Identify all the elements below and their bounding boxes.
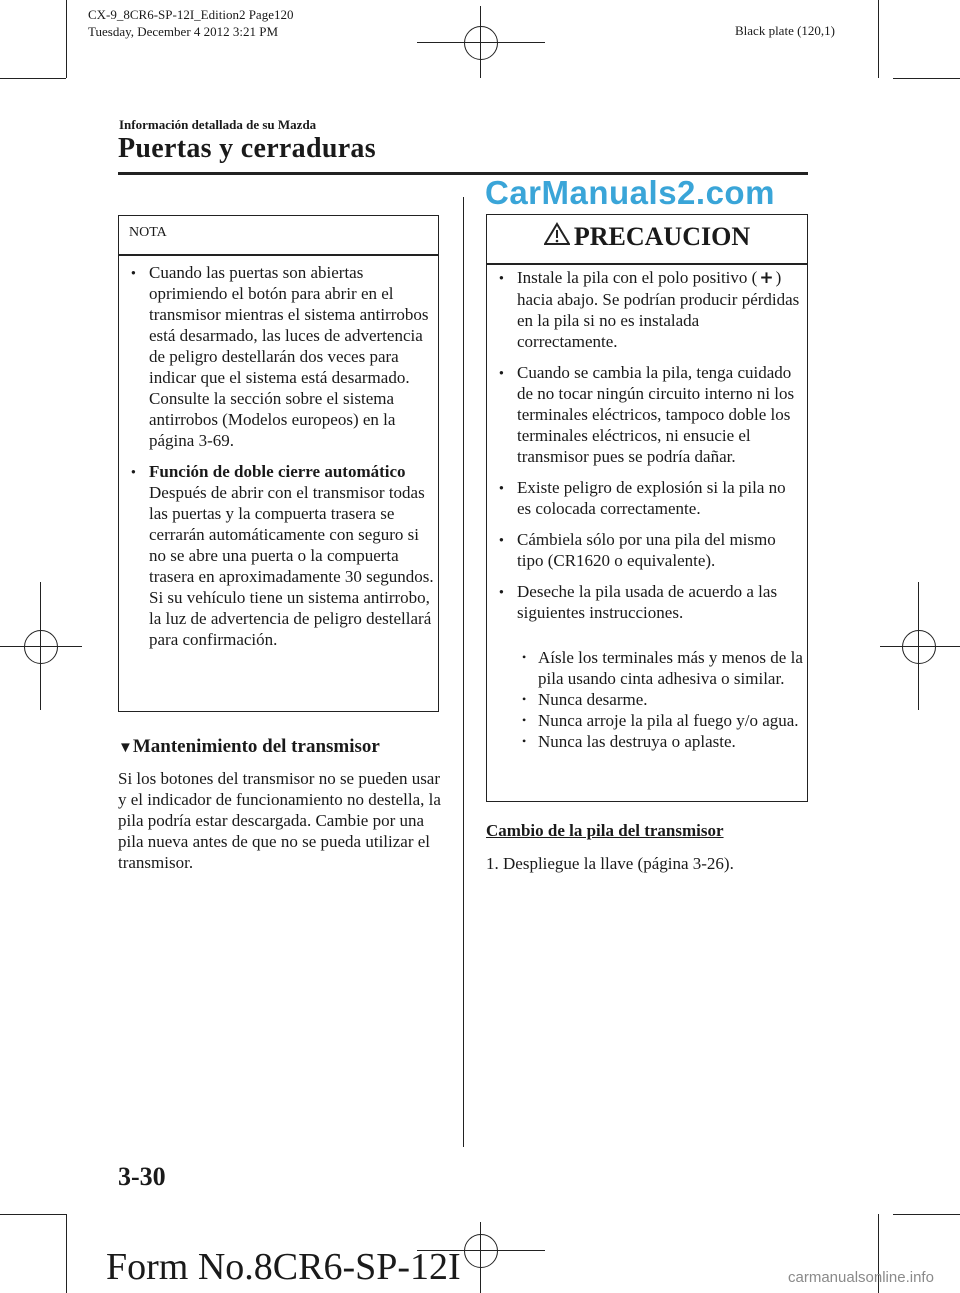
page-title: Puertas y cerraduras (118, 133, 376, 164)
caution-divider (487, 263, 807, 265)
note-divider (119, 254, 438, 256)
caution-item-text: ● Deseche la pila usada de acuerdo a las siguientes instrucciones. (517, 582, 778, 622)
maintenance-heading-text: Mantenimiento del transmisor (132, 736, 380, 757)
column-divider (463, 197, 464, 1147)
caution-subitem: • Aísle los terminales más y menos de la pila usando cinta adhesiva o similar. (487, 647, 803, 689)
caution-box (486, 214, 808, 802)
caution-subitem: • Nunca arroje la pila al fuego y/o agua. (487, 710, 803, 731)
caution-item: ● Existe peligro de explosión si la pila no es colocada correctamente. (487, 477, 803, 519)
print-job-info (88, 6, 293, 40)
note-box (118, 215, 439, 712)
note-item-reference: Consulte la sección sobre el sistema antirrobos (Modelos europeos) en la página 3-69. (149, 389, 396, 450)
caution-heading-text: PRECAUCION (573, 222, 751, 251)
maintenance-heading (118, 736, 380, 758)
caution-heading (487, 215, 807, 252)
battery-change-step: 1. Despliegue la llave (página 3-26). (486, 854, 734, 873)
caution-item (487, 581, 803, 623)
triangle-marker-icon: ▼ (118, 740, 133, 756)
caution-sublist (487, 647, 803, 752)
maintenance-body: Si los botones del transmisor no se pueden usar y el indicador de funcionamiento no destella, la pila podría estar descargada. Cambie por una pila nueva antes de que no se pueda utilizar el transmisor. (118, 769, 441, 872)
file-line: CX-9_8CR6-SP-12I_Edition2 Page120 (88, 7, 294, 22)
date-line: Tuesday, December 4 2012 3:21 PM (88, 24, 279, 39)
warning-triangle-icon (544, 222, 570, 246)
page-number: 3-30 (118, 1162, 166, 1191)
footer-site: carmanualsonline.info (788, 1269, 934, 1286)
caution-subitem: • Nunca las destruya o aplaste. (487, 731, 803, 752)
watermark: CarManuals2.com (485, 174, 775, 211)
note-list (119, 262, 434, 650)
battery-change-heading: Cambio de la pila del transmisor (486, 821, 724, 840)
note-item (119, 461, 434, 650)
caution-list (487, 267, 803, 633)
caution-item-text: ) hacia abajo. Se podrían producir pérdidas en la pila si no es instalada correctamente. (517, 268, 800, 351)
caution-item: ● Cuando se cambia la pila, tenga cuidado de no tocar ningún circuito interno ni los terminales eléctricos, tampoco doble los terminales eléctricos, ni ensucie el transmisor pues se podría dañar. (487, 362, 803, 467)
plus-icon: + (759, 268, 774, 288)
note-item (119, 262, 434, 451)
caution-item: ● Cámbiela sólo por una pila del mismo tipo (CR1620 o equivalente). (487, 529, 803, 571)
section-label: Información detallada de su Mazda (119, 117, 317, 132)
caution-item-text: Instale la pila con el polo positivo ( (517, 268, 758, 287)
plate-info: Black plate (120,1) (735, 23, 835, 38)
note-item-text: Después de abrir con el transmisor todas las puertas y la compuerta trasera se cerrarán automáticamente con seguro si no se abre una puerta o la compuerta trasera en aproximadamente 30 segundos. Si su vehículo tiene un sistema antirrobo, la luz de advertencia de peligro destellará para confirmación. (149, 483, 434, 649)
note-item-title: ● Función de doble cierre automático (149, 462, 406, 481)
caution-item (487, 267, 803, 352)
note-item-text: ● Cuando las puertas son abiertas oprimiendo el botón para abrir en el transmisor mientras el sistema antirrobos está desarmado, las luces de advertencia de peligro destellarán dos veces para indicar que el sistema está desarmado. (149, 263, 429, 387)
note-heading: NOTA (129, 225, 167, 240)
form-number: Form No.8CR6-SP-12I (106, 1246, 461, 1288)
caution-subitem: • Nunca desarme. (487, 689, 803, 710)
